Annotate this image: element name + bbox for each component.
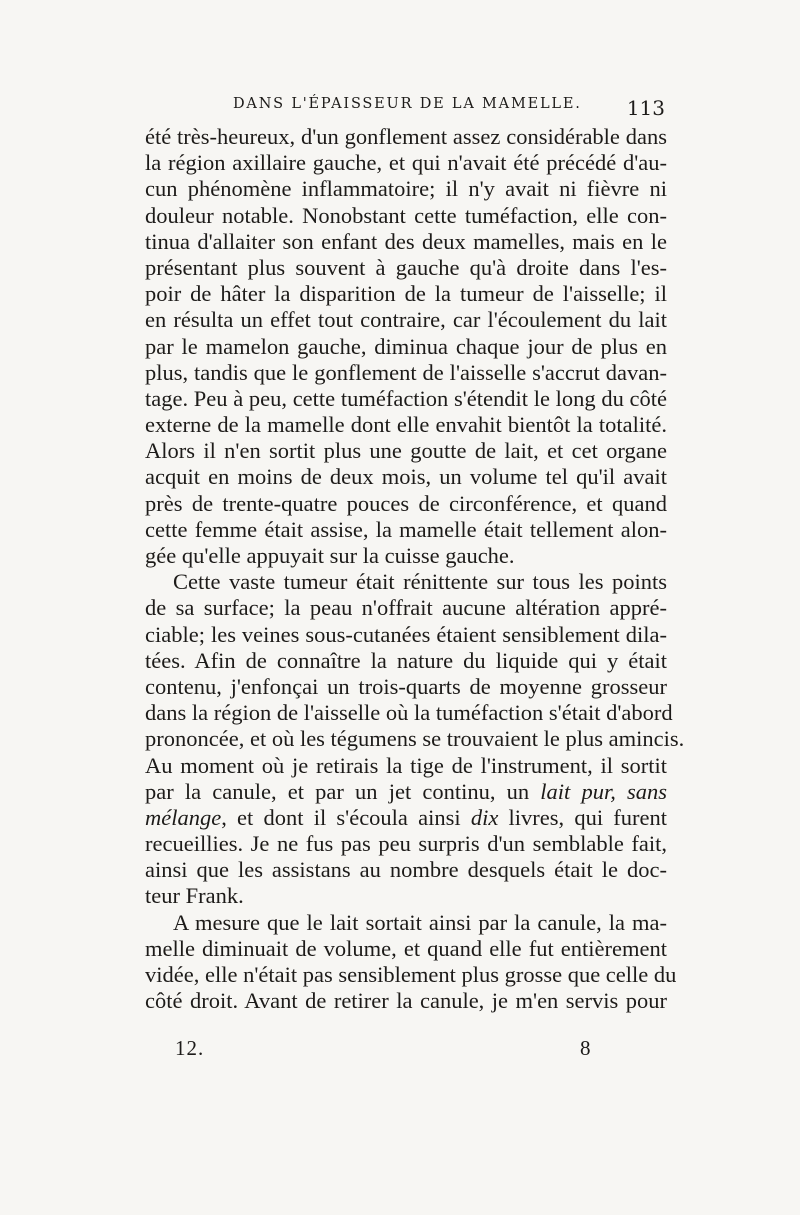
text-line: vidée, elle n'était pas sensiblement plus grosse que celle du (145, 962, 677, 987)
text-line: A mesure que le lait sortait ainsi par la canule, la ma- (173, 909, 667, 935)
text-fragment: par la canule, et par un jet continu, un (145, 778, 530, 804)
text-line: cette femme était assise, la mamelle était tellement alon- (145, 516, 667, 542)
text-line: tinua d'allaiter son enfant des deux mamelles, mais en le (145, 228, 667, 254)
text-line: gée qu'elle appuyait sur la cuisse gauche. (145, 543, 515, 568)
text-line: par le mamelon gauche, diminua chaque jour de plus en (145, 333, 667, 359)
text-line: en résulta un effet tout contraire, car l'écoulement du lait (145, 307, 667, 333)
body-text (145, 124, 685, 1014)
text-line: Cette vaste tumeur était rénittente sur tous les points (173, 569, 667, 595)
text-line: Au moment où je retirais la tige de l'instrument, il sortit (145, 752, 667, 778)
text-line: plus, tandis que le gonflement de l'aisselle s'accrut davan- (145, 359, 667, 385)
text-line: côté droit. Avant de retirer la canule, je m'en servis pour (145, 988, 667, 1014)
text-line: prononcée, et où les tégumens se trouvaient le plus amincis. (145, 726, 685, 752)
text-line-mixed (145, 779, 667, 805)
italic-fragment: lait pur, sans (540, 778, 667, 804)
text-line: cun phénomène inflammatoire; il n'y avait ni fièvre ni (145, 176, 667, 202)
text-line: acquit en moins de deux mois, un volume tel qu'il avait (145, 464, 667, 490)
text-fragment: livres, qui furent (508, 804, 667, 830)
text-line: tées. Afin de connaître la nature du liquide qui y était (145, 647, 667, 673)
text-fragment: , et dont il s'écoula ainsi (221, 804, 461, 830)
text-line: près de trente-quatre pouces de circonférence, et quand (145, 490, 667, 516)
text-line: ciable; les veines sous-cutanées étaient sensiblement dila- (145, 621, 667, 647)
italic-fragment: dix (470, 804, 499, 830)
text-line: présentant plus souvent à gauche qu'à droite dans l'es- (145, 254, 667, 280)
text-line: ainsi que les assistans au nombre desquels était le doc- (145, 857, 667, 883)
text-line: été très-heureux, d'un gonflement assez considérable dans (145, 124, 667, 149)
text-line: externe de la mamelle dont elle envahit bientôt la totalité. (145, 412, 667, 438)
text-line: contenu, j'enfonçai un trois-quarts de moyenne grosseur (145, 673, 667, 699)
text-line: recueillies. Je ne fus pas peu surpris d'un semblable fait, (145, 831, 667, 857)
text-line: de sa surface; la peau n'offrait aucune altération appré- (145, 595, 667, 621)
text-line: Alors il n'en sortit plus une goutte de lait, et cet organe (145, 438, 667, 464)
text-line: tage. Peu à peu, cette tuméfaction s'étendit le long du côté (145, 385, 667, 411)
text-line: poir de hâter la disparition de la tumeur de l'aisselle; il (145, 281, 667, 307)
italic-fragment: mélange (145, 804, 222, 830)
text-line: dans la région de l'aisselle où la tuméfaction s'était d'abord (145, 700, 673, 726)
text-line-mixed (145, 805, 667, 831)
text-line: teur Frank. (145, 883, 244, 909)
gathering-number: 8 (580, 1036, 591, 1060)
running-title: DANS L'ÉPAISSEUR DE LA MAMELLE. (233, 96, 582, 112)
page-number: 113 (626, 96, 665, 120)
text-line: la région axillaire gauche, et qui n'avait été précédé d'au- (145, 150, 667, 176)
text-line: melle diminuait de volume, et quand elle fut entièrement (145, 935, 667, 961)
signature-mark: 12. (175, 1036, 205, 1060)
text-line: douleur notable. Nonobstant cette tuméfaction, elle con- (145, 202, 667, 228)
